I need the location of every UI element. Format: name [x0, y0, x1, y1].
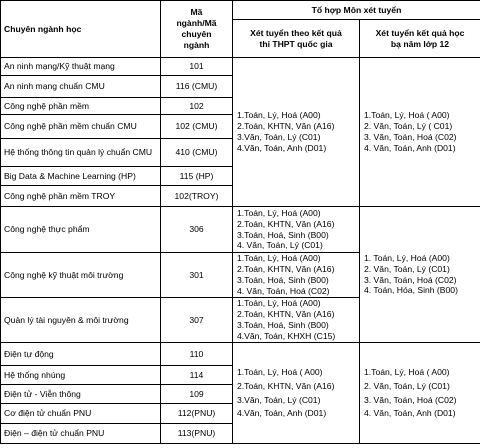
row-code: 307: [161, 298, 233, 343]
row-code: 102: [161, 98, 233, 115]
row-major: Điện tử - Viễn thông: [1, 385, 161, 404]
row-major: Điện tự động: [1, 343, 161, 366]
row-code: 102(TROY): [161, 186, 233, 207]
combo-elec-thpt: 1.Toán, Lý, Hoá ( A00) 2.Toán, KHTN, Văn (A16) 3.Văn, Toán, Lý (C01) 4.Văn, Toán, Anh (D01): [233, 343, 360, 444]
row-major: Cơ điện tử chuẩn PNU: [1, 404, 161, 424]
row-code: 116 (CMU): [161, 76, 233, 98]
combo-env-thpt: 1.Toán, Lý, Hoá (A00) 2.Toán, KHTN, Văn (A16) 3.Toán, Hoá, Sinh (B00) 4. Văn, Toán, Hoá (C02): [233, 253, 360, 298]
row-code: 301: [161, 253, 233, 298]
row-major: Công nghệ phần mềm chuẩn CMU: [1, 115, 161, 139]
header-code: Mã ngành/Mã chuyên ngành: [161, 1, 233, 58]
row-major: Hệ thống nhúng: [1, 366, 161, 385]
row-major: Công nghệ phần mềm: [1, 98, 161, 115]
row-code: 113(PNU): [161, 424, 233, 444]
header-thpt: Xét tuyển theo kết quả thi THPT quốc gia: [233, 20, 360, 58]
row-code: 114: [161, 366, 233, 385]
row-major: An ninh mạng/Kỹ thuật mạng: [1, 58, 161, 76]
combo-elec-hocba: 1.Toán, Lý, Hoá ( A00) 2. Văn, Toán, Lý (C01) 3. Văn, Toán, Hoá (C02) 4. Văn, Toán, Anh (D01): [360, 343, 480, 444]
row-major: Công nghệ thực phẩm: [1, 207, 161, 253]
header-combo-title: Tổ hợp Môn xét tuyển: [233, 1, 480, 20]
row-major: Công nghệ kỹ thuật môi trường: [1, 253, 161, 298]
header-major: Chuyên ngành học: [1, 1, 161, 58]
row-major: Điện – điện tử chuẩn PNU: [1, 424, 161, 444]
row-code: 109: [161, 385, 233, 404]
combo-food-thpt: 1.Toán, Lý, Hoá (A00) 2.Toán, KHTN, Văn (A16) 3.Toán, Hoá, Sinh (B00) 4. Văn, Toán, Lý (C01): [233, 207, 360, 253]
row-code: 306: [161, 207, 233, 253]
row-major: Công nghệ phần mềm TROY: [1, 186, 161, 207]
combo-it-hocba: 1.Toán, Lý, Hoá ( A00) 2. Văn, Toán, Lý ( C01) 3. Văn, Toán, Hoá (C02) 4. Văn, Toán, Anh (D01): [360, 58, 480, 207]
combo-env-hocba: 1. Toán, Lý, Hoá (A00) 2. Văn, Toán, Lý (C01) 3. Văn, Toán, Hoá (C02) 4. Toán, Hóa, Sinh (B00): [360, 207, 480, 343]
row-code: 410 (CMU): [161, 139, 233, 167]
header-hocba: Xét tuyển kết quả học bạ năm lớp 12: [360, 20, 480, 58]
row-code: 101: [161, 58, 233, 76]
row-code: 110: [161, 343, 233, 366]
row-major: Big Data & Machine Learning (HP): [1, 167, 161, 186]
row-major: An ninh mạng chuẩn CMU: [1, 76, 161, 98]
row-major: Quản lý tài nguyên & môi trường: [1, 298, 161, 343]
row-code: 112(PNU): [161, 404, 233, 424]
row-code: 115 (HP): [161, 167, 233, 186]
combo-resource-thpt: 1.Toán, Lý, Hoá (A00) 2.Toán, KHTN, Văn (A16) 3.Toán, Hoá, Sinh (B00) 4.Văn, Toán, KHXH (C15): [233, 298, 360, 343]
combo-it-thpt: 1.Toán, Lý, Hoá (A00) 2.Toán, KHTN, Văn (A16) 3.Văn, Toán, Lý (C01) 4.Văn, Toán, Anh (D01): [233, 58, 360, 207]
row-code: 102 (CMU): [161, 115, 233, 139]
row-major: Hệ thống thông tin quản lý chuẩn CMU: [1, 139, 161, 167]
